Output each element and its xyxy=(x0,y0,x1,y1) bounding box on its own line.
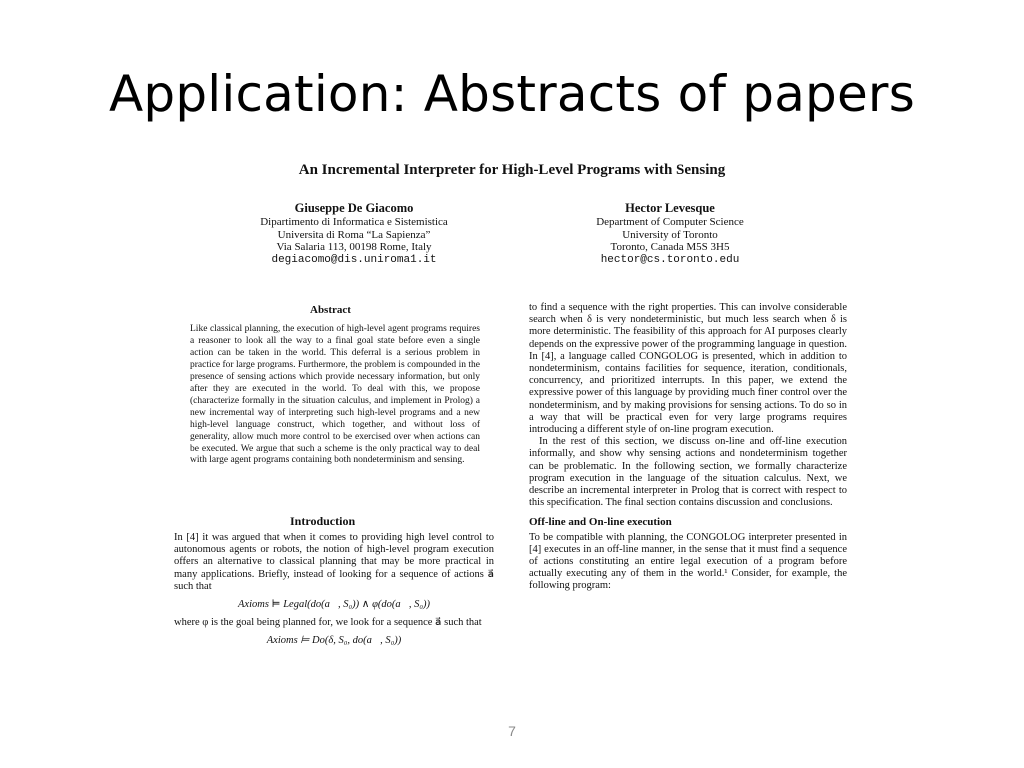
author-block-1 xyxy=(224,200,484,266)
author-affiliation-line: Via Salaria 113, 00198 Rome, Italy xyxy=(276,241,432,253)
author-affiliation-line: University of Toronto xyxy=(622,228,718,241)
author-affiliation-line: Universita di Roma “La Sapienza” xyxy=(277,228,431,241)
introduction-body xyxy=(174,532,494,654)
author-affiliation-line: Department of Computer Science xyxy=(596,216,744,228)
intro-paragraph-1: In [4] it was argued that when it comes to providing high level control to autonomous agents or robots, the notion of high-level program execution offers an alternative to classical planning that may be more practical in many applications. Briefly, instead of looking for a sequence of actions a⃗ such that xyxy=(174,532,494,592)
author-email: hector@cs.toronto.edu xyxy=(600,253,740,266)
author-email: degiacomo@dis.uniroma1.it xyxy=(271,253,437,266)
paper-title: An Incremental Interpreter for High-Level Programs with Sensing xyxy=(298,162,726,178)
author-block-2 xyxy=(540,200,800,266)
author-affiliation-line: Dipartimento di Informatica e Sistemistica xyxy=(260,216,448,228)
paper-page-image xyxy=(172,158,852,690)
slide-page-number: 7 xyxy=(508,723,516,739)
slide-title: Application: Abstracts of papers xyxy=(109,65,915,123)
abstract-text: Like classical planning, the execution of high-level agent programs requires a reasoner to look all the way to a final goal state before even a single action can be taken in the world. This deferral is a serious problem in practice for large programs. Furthermore, the problem is compounded in the presence of sensing actions which provide necessary information, but only after they are executed in the world. To deal with this, we propose (characterize formally in the situation calculus, and implement in Prolog) a new incremental way of interpreting such high-level programs and a new high-level language construct, which together, and without loss of generality, allow much more control to be exercised over when actions can be executed. We argue that such a scheme is the only practical way to deal with large agent programs containing both nondeterminism and sensing. xyxy=(190,324,480,466)
author-affiliation-line: Toronto, Canada M5S 3H5 xyxy=(610,241,730,253)
abstract-heading: Abstract xyxy=(310,304,351,316)
author-name: Giuseppe De Giacomo xyxy=(294,201,414,215)
author-name: Hector Levesque xyxy=(625,201,715,215)
formula-legal: Axioms ⊨ Legal(do(a⃗, S₀)) ∧ φ(do(a⃗, S₀)) xyxy=(238,599,430,611)
right-column xyxy=(529,302,847,593)
intro-paragraph-2: where φ is the goal being planned for, we look for a sequence a⃗ such that xyxy=(174,617,482,629)
offline-online-heading: Off-line and On-line execution xyxy=(529,516,672,529)
introduction-heading: Introduction xyxy=(290,514,356,528)
right-paragraph-1: to find a sequence with the right properties. This can involve considerable search when δ is very nondeterministic, but much less search when δ is more deterministic. The feasibility of this approach for AI purposes clearly depends on the expressive power of the programming language in question. In [4], a language called CONGOLOG is presented, which in addition to nondeterminism, contains facilities for sequence, iteration, conditionals, concurrency, and prioritized interrupts. In this paper, we extend the expressive power of this language by providing much finer control over the nondeterminism, and by making provisions for sensing actions. To do so in a way that will be practical even for very large programs requires introducing a different style of on-line program execution. xyxy=(529,302,847,436)
formula-do: Axioms ⊨ Do(δ, S₀, do(a⃗, S₀)) xyxy=(266,635,402,647)
right-paragraph-2: In the rest of this section, we discuss on-line and off-line execution informally, and show why sensing actions and nondeterminism together can be problematic. In the following section, we formally characterize program execution in the language of the situation calculus. Next, we describe an incremental interpreter in Prolog that is correct with respect to this specification. The final section contains discussion and conclusions. xyxy=(529,436,847,509)
right-paragraph-3: To be compatible with planning, the CONGOLOG interpreter presented in [4] executes in an off-line manner, in the sense that it must find a sequence of actions constituting an entire legal execution of a program before actually executing any of them in the world.¹ Consider, for example, the following program: xyxy=(529,531,847,592)
